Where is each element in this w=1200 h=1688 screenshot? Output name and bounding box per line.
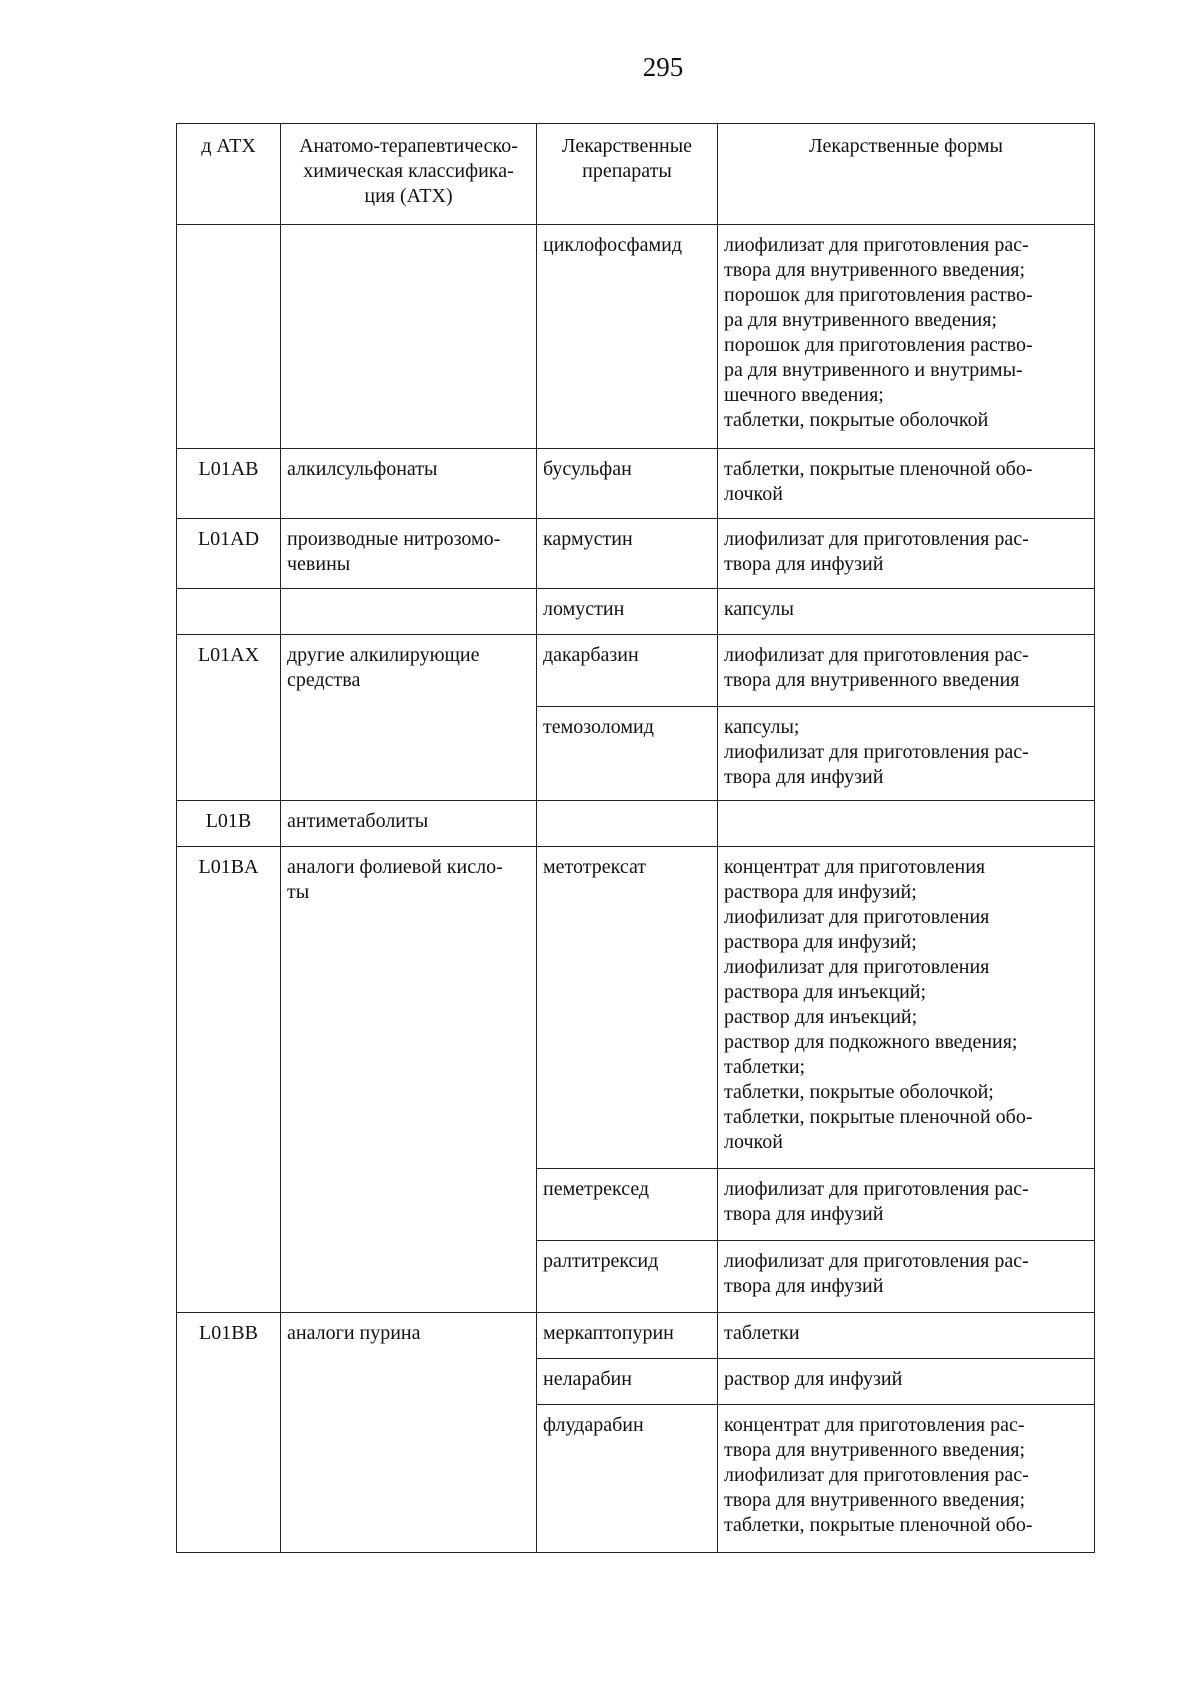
forms-cell: таблетки <box>718 1313 1095 1359</box>
drug-cell: ломустин <box>537 589 718 635</box>
header-code: д АТХ <box>177 124 281 225</box>
forms-cell: концентрат для приготовления раствора для инфузий; лиофилизат для приготовления раствора для инфузий; лиофилизат для приготовления раствора для инъекций; раствор для инъекций; раствор для подкожного введения; таблетки; таблетки, покрытые оболочкой; таблетки, покрытые пленочной обо- лочкой <box>718 847 1095 1169</box>
table-row <box>177 1313 1095 1359</box>
atx-code-cell <box>177 589 281 635</box>
forms-cell: лиофилизат для приготовления рас- твора для внутривенного введения; порошок для приготовления раство- ра для внутривенного введения; порошок для приготовления раство- ра для внутривенного и внутримы- шечного введения; таблетки, покрытые оболочкой <box>718 225 1095 449</box>
header-drugs: Лекарственные препараты <box>537 124 718 225</box>
page-number: 295 <box>642 52 684 82</box>
drug-cell: темозоломид <box>537 707 718 801</box>
forms-cell: лиофилизат для приготовления рас- твора для внутривенного введения <box>718 635 1095 707</box>
drug-cell: меркаптопурин <box>537 1313 718 1359</box>
atx-code-cell <box>177 225 281 449</box>
forms-cell: раствор для инфузий <box>718 1359 1095 1405</box>
group-cell: алкилсульфонаты <box>281 449 537 519</box>
table-row <box>177 589 1095 635</box>
table-header-row <box>177 124 1095 225</box>
atx-code-cell: L01AD <box>177 519 281 589</box>
drug-cell: ралтитрексид <box>537 1241 718 1313</box>
group-cell: другие алкилирующие средства <box>281 635 537 801</box>
table-row <box>177 225 1095 449</box>
forms-cell: лиофилизат для приготовления рас- твора для инфузий <box>718 1169 1095 1241</box>
group-cell: производные нитрозомо- чевины <box>281 519 537 589</box>
atx-code-cell: L01B <box>177 801 281 847</box>
drug-cell: пеметрексед <box>537 1169 718 1241</box>
drug-cell: бусульфан <box>537 449 718 519</box>
group-cell <box>281 589 537 635</box>
drug-cell: неларабин <box>537 1359 718 1405</box>
forms-cell: лиофилизат для приготовления рас- твора для инфузий <box>718 1241 1095 1313</box>
group-cell: аналоги фолиевой кисло- ты <box>281 847 537 1313</box>
group-cell: аналоги пурина <box>281 1313 537 1553</box>
forms-cell: лиофилизат для приготовления рас- твора для инфузий <box>718 519 1095 589</box>
atx-code-cell: L01AB <box>177 449 281 519</box>
forms-cell <box>718 801 1095 847</box>
header-forms: Лекарственные формы <box>718 124 1095 225</box>
table-row <box>177 519 1095 589</box>
table-row <box>177 801 1095 847</box>
atx-table <box>176 123 1095 1553</box>
header-classification: Анатомо-терапевтическо- химическая классифика- ция (АТХ) <box>281 124 537 225</box>
atx-code-cell: L01AX <box>177 635 281 801</box>
table-row <box>177 449 1095 519</box>
drug-cell: флударабин <box>537 1405 718 1553</box>
forms-cell: капсулы; лиофилизат для приготовления рас- твора для инфузий <box>718 707 1095 801</box>
drug-cell: циклофосфамид <box>537 225 718 449</box>
group-cell <box>281 225 537 449</box>
drug-cell: дакарбазин <box>537 635 718 707</box>
drug-cell: кармустин <box>537 519 718 589</box>
table-row <box>177 635 1095 707</box>
table-row <box>177 847 1095 1169</box>
forms-cell: таблетки, покрытые пленочной обо- лочкой <box>718 449 1095 519</box>
drug-cell <box>537 801 718 847</box>
forms-cell: капсулы <box>718 589 1095 635</box>
forms-cell: концентрат для приготовления рас- твора для внутривенного введения; лиофилизат для приготовления рас- твора для внутривенного введения; таблетки, покрытые пленочной обо- <box>718 1405 1095 1553</box>
atx-code-cell: L01BA <box>177 847 281 1313</box>
group-cell: антиметаболиты <box>281 801 537 847</box>
drug-cell: метотрексат <box>537 847 718 1169</box>
atx-code-cell: L01BB <box>177 1313 281 1553</box>
